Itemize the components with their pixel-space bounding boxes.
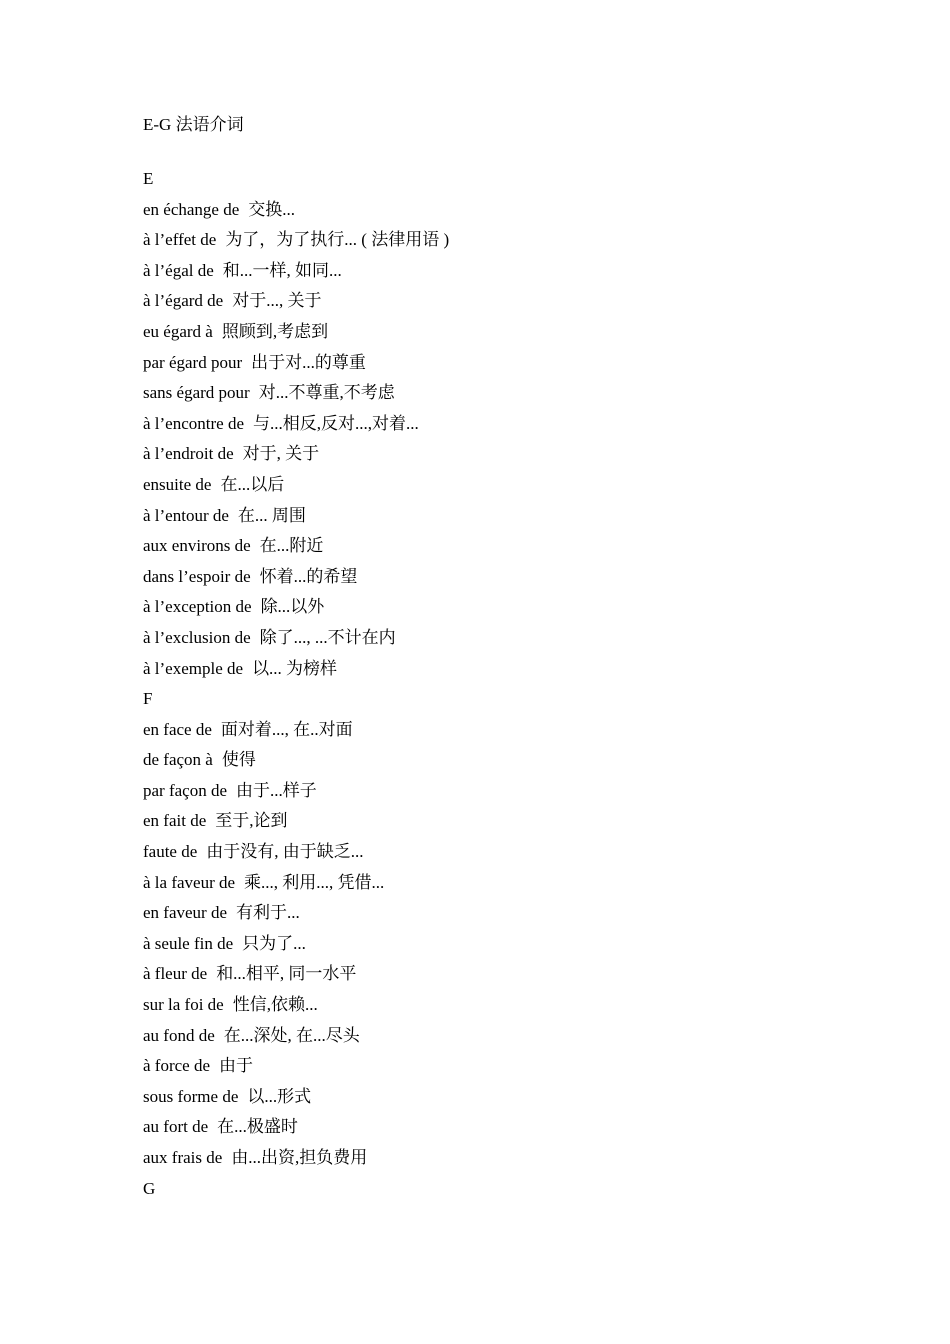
french-phrase: de façon à: [143, 750, 213, 770]
chinese-meaning: 由...出资,担负费用: [231, 1148, 368, 1167]
french-phrase: sous forme de: [143, 1086, 239, 1106]
list-item: [143, 654, 903, 685]
french-phrase: aux environs de: [143, 536, 251, 556]
list-item: [143, 256, 903, 287]
french-phrase: sans égard pour: [143, 383, 250, 403]
list-item: [143, 317, 903, 348]
section-letter: F: [143, 689, 153, 709]
section-letter: G: [143, 1178, 156, 1198]
french-phrase: à la faveur de: [143, 872, 236, 892]
list-item: [143, 623, 903, 654]
document-page: [143, 110, 903, 1204]
list-item: [143, 592, 903, 623]
list-item: [143, 959, 903, 990]
list-item: [143, 409, 903, 440]
chinese-meaning: 对于, 关于: [242, 444, 320, 464]
french-phrase: en fait de: [143, 811, 207, 831]
french-phrase: au fond de: [143, 1025, 215, 1045]
chinese-meaning: 与...相反,反对...,对着...: [253, 413, 419, 433]
french-phrase: à l’endroit de: [143, 444, 234, 464]
french-phrase: à l’encontre de: [143, 413, 244, 433]
list-item: [143, 470, 903, 501]
french-phrase: en échange de: [143, 199, 240, 219]
list-item: [143, 1112, 903, 1143]
french-phrase: à l’exception de: [143, 597, 252, 617]
list-item: [143, 501, 903, 532]
chinese-meaning: 只为了...: [242, 933, 306, 953]
chinese-meaning: 照顾到,考虑到: [221, 321, 329, 341]
chinese-meaning: 在...深处, 在...尽头: [223, 1025, 360, 1045]
list-item: [143, 225, 903, 256]
chinese-meaning: 除...以外: [260, 597, 325, 617]
chinese-meaning: 出于对...的尊重: [251, 352, 366, 372]
chinese-meaning: 怀着...的希望: [259, 566, 358, 586]
french-phrase: à l’exemple de: [143, 658, 244, 678]
french-phrase: en face de: [143, 719, 212, 739]
list-item: [143, 806, 903, 837]
list-item: [143, 378, 903, 409]
entry-list: [143, 164, 903, 1204]
chinese-meaning: 在...以后: [220, 474, 285, 494]
chinese-meaning: 和...一样, 如同...: [222, 260, 342, 280]
french-phrase: à force de: [143, 1056, 211, 1076]
list-item: [143, 776, 903, 807]
french-phrase: sur la foi de: [143, 995, 224, 1015]
french-phrase: à l’entour de: [143, 505, 229, 525]
french-phrase: faute de: [143, 842, 198, 862]
list-item: [143, 1021, 903, 1052]
section-letter: E: [143, 169, 154, 188]
french-phrase: eu égard à: [143, 321, 213, 341]
chinese-meaning: 在...附近: [259, 536, 324, 556]
chinese-meaning: 以... 为榜样: [252, 658, 338, 678]
chinese-meaning: 性信,依赖...: [232, 995, 318, 1015]
french-phrase: à l’égal de: [143, 260, 214, 280]
french-phrase: dans l’espoir de: [143, 566, 251, 586]
french-phrase: par façon de: [143, 780, 228, 800]
spacer: [143, 140, 903, 164]
chinese-meaning: 在...极盛时: [217, 1117, 298, 1137]
chinese-meaning: 交换...: [248, 199, 296, 219]
chinese-meaning: 有利于...: [236, 903, 300, 923]
french-phrase: ensuite de: [143, 474, 212, 494]
chinese-meaning: 为了，为了执行... ( 法律用语 ): [225, 230, 450, 250]
french-phrase: à l’effet de: [143, 230, 217, 250]
list-item: [143, 562, 903, 593]
list-item: [143, 715, 903, 746]
list-item: [143, 1051, 903, 1082]
list-item: [143, 990, 903, 1021]
chinese-meaning: 对...不尊重,不考虑: [258, 383, 395, 403]
chinese-meaning: 除了..., ...不计在内: [259, 627, 396, 647]
list-item: [143, 531, 903, 562]
chinese-meaning: 面对着..., 在..对面: [220, 719, 353, 739]
list-item: [143, 439, 903, 470]
list-item: [143, 868, 903, 899]
list-item: [143, 348, 903, 379]
chinese-meaning: 在... 周围: [237, 505, 306, 525]
french-phrase: à l’égard de: [143, 291, 224, 311]
chinese-meaning: 以...形式: [247, 1086, 312, 1106]
french-phrase: à fleur de: [143, 964, 208, 984]
chinese-meaning: 乘..., 利用..., 凭借...: [244, 872, 385, 892]
french-phrase: à l’exclusion de: [143, 627, 251, 647]
chinese-meaning: 由于...样子: [236, 780, 317, 800]
list-item: [143, 898, 903, 929]
french-phrase: à seule fin de: [143, 933, 234, 953]
french-phrase: aux frais de: [143, 1148, 223, 1167]
chinese-meaning: 由于: [219, 1056, 254, 1076]
list-item: [143, 745, 903, 776]
list-item: [143, 929, 903, 960]
french-phrase: par égard pour: [143, 352, 243, 372]
chinese-meaning: 对于..., 关于: [232, 291, 322, 311]
list-item: [143, 195, 903, 226]
list-item: [143, 837, 903, 868]
chinese-meaning: 由于没有, 由于缺乏...: [206, 842, 364, 862]
chinese-meaning: 至于,论到: [215, 811, 288, 831]
page-title: E-G 法语介词: [143, 115, 244, 134]
french-phrase: au fort de: [143, 1117, 209, 1137]
list-item: [143, 286, 903, 317]
list-item: [143, 1082, 903, 1113]
french-phrase: en faveur de: [143, 903, 228, 923]
chinese-meaning: 使得: [221, 750, 256, 770]
list-item: [143, 1143, 903, 1174]
chinese-meaning: 和...相平, 同一水平: [216, 964, 357, 984]
